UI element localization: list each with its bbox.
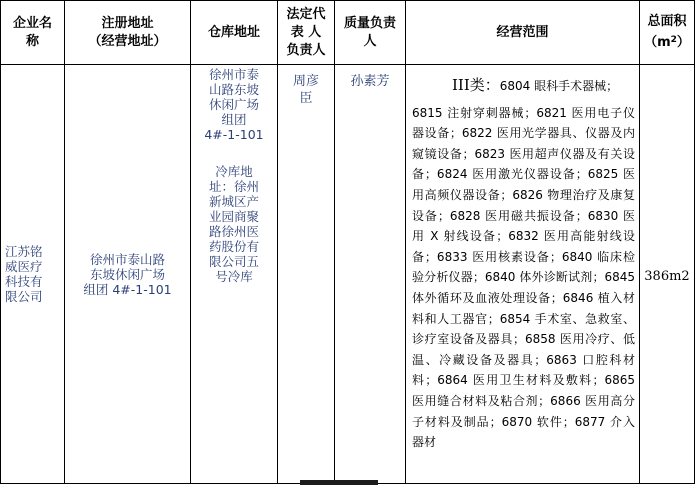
- header-company-name: 企业名 称: [1, 1, 65, 65]
- header-quality-manager: 质量负责 人: [335, 1, 406, 65]
- company-name-cell: [1, 65, 65, 484]
- header-legal-rep: 法定代 表 人 负责人: [278, 1, 335, 65]
- header-row: [1, 1, 695, 65]
- registered-address: 徐州市泰山路 东坡休闲广场 组团 4#-1-101: [83, 251, 172, 297]
- business-scope-lead: III类：6804 眼科手术器械；: [452, 76, 619, 94]
- legal-rep-cell: [278, 65, 335, 484]
- header-registered-address: 注册地址 （经营地址）: [65, 1, 191, 65]
- business-scope-class: III类：: [452, 76, 500, 94]
- company-row: [1, 65, 695, 484]
- total-area-value: 386m2: [644, 268, 690, 284]
- scan-artifact-bar: [300, 480, 378, 485]
- legal-rep-name: 周彦 臣: [292, 74, 319, 106]
- warehouse-address-cell: [191, 65, 278, 484]
- business-scope-body: 6815 注射穿刺器械；6821 医用电子仪器设备；6822 医用光学器具、仪器及内窥镜设备；6823 医用超声仪器及有关设备；6824 医用激光仪器设备；6825 医用高频仪器设备；6826 物理治疗及康复设备；6828 医用磁共振设备；6830 医用 X 射线设备；6832 医用高能射线设备；6833 医用核素设备；6840 临床检验分析仪器；6840 体外诊断试剂；6845 体外循环及血液处理设备；6846 植入材料和人工器官；6854 手术室、急救室、诊疗室设备及器具；6858 医用冷疗、低温、冷藏设备及器具；6863 口腔科材料；6864 医用卫生材料及敷料；6865 医用缝合材料及粘合剂；6866 医用高分子材料及制品；6870 软件；6877 介入器材: [412, 105, 635, 450]
- total-area-cell: [640, 65, 695, 484]
- cold-storage-address: 冷库地 址：徐州 新城区产 业园商聚 路徐州医 药股份有 限公司五 号冷库: [208, 164, 259, 284]
- header-warehouse-address: 仓库地址: [191, 1, 278, 65]
- quality-manager-cell: [335, 65, 406, 484]
- warehouse-address: 徐州市泰 山路东坡 休闲广场 组团 4#-1-101: [204, 67, 264, 142]
- header-total-area: 总面积 $(m^2)$: [640, 1, 695, 65]
- registered-address-cell: [65, 65, 191, 484]
- header-business-scope: 经营范围: [406, 1, 640, 65]
- quality-manager-name: 孙素芳: [350, 74, 390, 89]
- company-name: 江苏铭 威医疗 科技有 限公司: [5, 244, 43, 304]
- business-scope-cell: [406, 65, 640, 484]
